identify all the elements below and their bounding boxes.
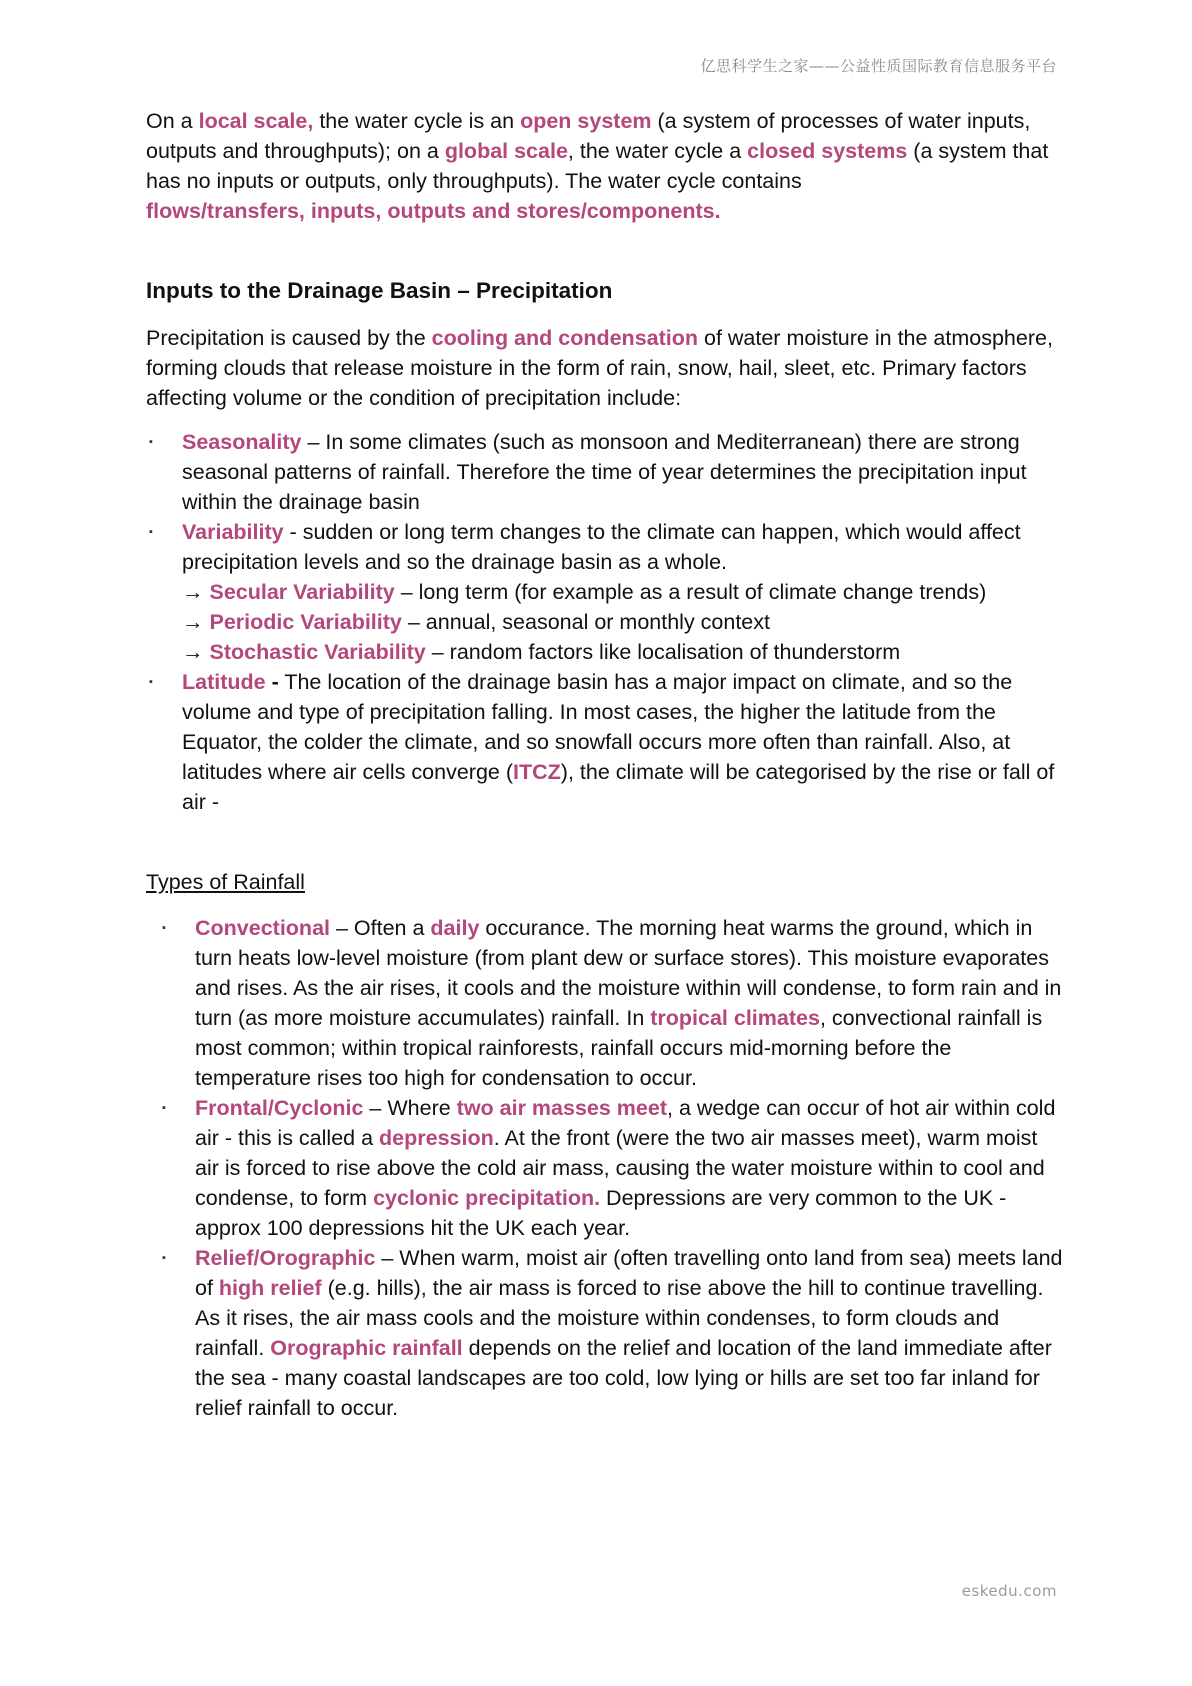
intro-text: (a system of processes of water inputs, outputs and throughputs); on a xyxy=(146,109,1031,163)
sub-item-secular xyxy=(182,577,1066,607)
bullet-term: Seasonality xyxy=(182,430,302,454)
highlight-term: tropical climates xyxy=(650,1006,820,1030)
list-item-latitude xyxy=(146,667,1066,817)
lead-text: Precipitation is caused by the xyxy=(146,326,432,350)
highlight-term: local scale, xyxy=(198,109,314,133)
list-item-seasonality xyxy=(146,427,1066,517)
section-heading-precipitation: Inputs to the Drainage Basin – Precipitation xyxy=(146,278,613,303)
intro-text: (a system that has no inputs or outputs, only throughputs). The water cycle contains xyxy=(146,139,1049,193)
bullet-text: , convectional rainfall is most common; within tropical rainforests, rainfall occurs mid-morning before the temperature rises too high for condensation to occur. xyxy=(195,1006,1043,1090)
arrow-icon: → xyxy=(182,640,210,664)
section-heading-rainfall-types: Types of Rainfall xyxy=(146,870,305,894)
bullet-term: Frontal/Cyclonic xyxy=(195,1096,364,1120)
precipitation-lead-paragraph xyxy=(146,323,1066,413)
sub-term: Secular Variability xyxy=(209,580,395,604)
sub-text: – random factors like localisation of thunderstorm xyxy=(425,640,901,664)
bullet-text: – When warm, moist air (often travelling onto land from sea) meets land of xyxy=(195,1246,1063,1300)
sub-item-periodic xyxy=(182,607,1066,637)
highlight-term: closed systems xyxy=(747,139,908,163)
bullet-term: Variability xyxy=(182,520,284,544)
sub-text: – annual, seasonal or monthly context xyxy=(401,610,770,634)
page-footer: eskedu.com xyxy=(961,1582,1057,1600)
list-item-frontal xyxy=(146,1093,1066,1243)
highlight-term: flows/transfers, inputs, outputs and stores/components. xyxy=(146,199,721,223)
arrow-icon: → xyxy=(182,610,210,634)
document-body xyxy=(146,106,1066,1423)
rainfall-types-list xyxy=(146,913,1066,1423)
intro-text: the water cycle is an xyxy=(313,109,521,133)
bullet-text: . At the front (were the two air masses meet), warm moist air is forced to rise above the cold air mass, causing the water moisture within to cool and condense, to form xyxy=(195,1126,1045,1210)
bullet-text: , a wedge can occur of hot air within cold air - this is called a xyxy=(195,1096,1056,1150)
lead-text: of water moisture in the atmosphere, forming clouds that release moisture in the form of rain, snow, hail, sleet, etc. Primary factors affecting volume or the condition of precipitation include: xyxy=(146,326,1053,410)
sub-text: – long term (for example as a result of climate change trends) xyxy=(394,580,987,604)
page-header: 亿思科学生之家——公益性质国际教育信息服务平台 xyxy=(700,57,1057,75)
bullet-term: Relief/Orographic xyxy=(195,1246,376,1270)
list-item-convectional xyxy=(146,913,1066,1093)
bullet-dash: - xyxy=(265,670,279,694)
bullet-text: occurance. The morning heat warms the ground, which in turn heats low-level moisture (from plant dew or surface stores). This moisture evaporates and rises. As the air rises, it cools and the moisture within will condense, to form rain and in turn (as more moisture accumulates) rainfall. In xyxy=(195,916,1062,1030)
highlight-term: daily xyxy=(430,916,480,940)
highlight-term: cooling and condensation xyxy=(431,326,699,350)
highlight-term: two air masses meet xyxy=(456,1096,667,1120)
bullet-text: ), the climate will be categorised by the rise or fall of air - xyxy=(182,760,1055,814)
sub-term: Periodic Variability xyxy=(209,610,402,634)
arrow-icon: → xyxy=(182,580,210,604)
bullet-text: – In some climates (such as monsoon and Mediterranean) there are strong seasonal patterns of rainfall. Therefore the time of year determines the precipitation input within the drainage basin xyxy=(182,430,1027,514)
bullet-text: The location of the drainage basin has a major impact on climate, and so the volume and type of precipitation falling. In most cases, the higher the latitude from the Equator, the colder the climate, and so snowfall occurs more often than rainfall. Also, at latitudes where air cells converge ( xyxy=(182,670,1013,784)
bullet-text: depends on the relief and location of the land immediate after the sea - many coastal landscapes are too cold, low lying or hills are set too far inland for relief rainfall to occur. xyxy=(195,1336,1052,1420)
list-item-relief xyxy=(146,1243,1066,1423)
bullet-text: – Where xyxy=(363,1096,457,1120)
highlight-term: cyclonic precipitation. xyxy=(373,1186,601,1210)
sub-term: Stochastic Variability xyxy=(209,640,426,664)
highlight-term: Orographic rainfall xyxy=(270,1336,463,1360)
intro-text: On a xyxy=(146,109,199,133)
highlight-term: ITCZ xyxy=(513,760,561,784)
highlight-term: global scale xyxy=(444,139,568,163)
precipitation-factors-list xyxy=(146,427,1066,817)
bullet-text: – Often a xyxy=(330,916,431,940)
bullet-text: - sudden or long term changes to the climate can happen, which would affect precipitation levels and so the drainage basin as a whole. xyxy=(182,520,1021,574)
bullet-text: (e.g. hills), the air mass is forced to rise above the hill to continue travelling. As it rises, the air mass cools and the moisture within condenses, to form clouds and rainfall. xyxy=(195,1276,1044,1360)
intro-text: , the water cycle a xyxy=(567,139,748,163)
sub-item-stochastic xyxy=(182,637,1066,667)
bullet-text: Depressions are very common to the UK - approx 100 depressions hit the UK each year. xyxy=(195,1186,1007,1240)
bullet-term: Convectional xyxy=(195,916,330,940)
highlight-term: high relief xyxy=(218,1276,322,1300)
intro-paragraph xyxy=(146,106,1066,226)
bullet-term: Latitude xyxy=(182,670,266,694)
list-item-variability xyxy=(146,517,1066,667)
highlight-term: depression xyxy=(379,1126,494,1150)
highlight-term: open system xyxy=(520,109,652,133)
